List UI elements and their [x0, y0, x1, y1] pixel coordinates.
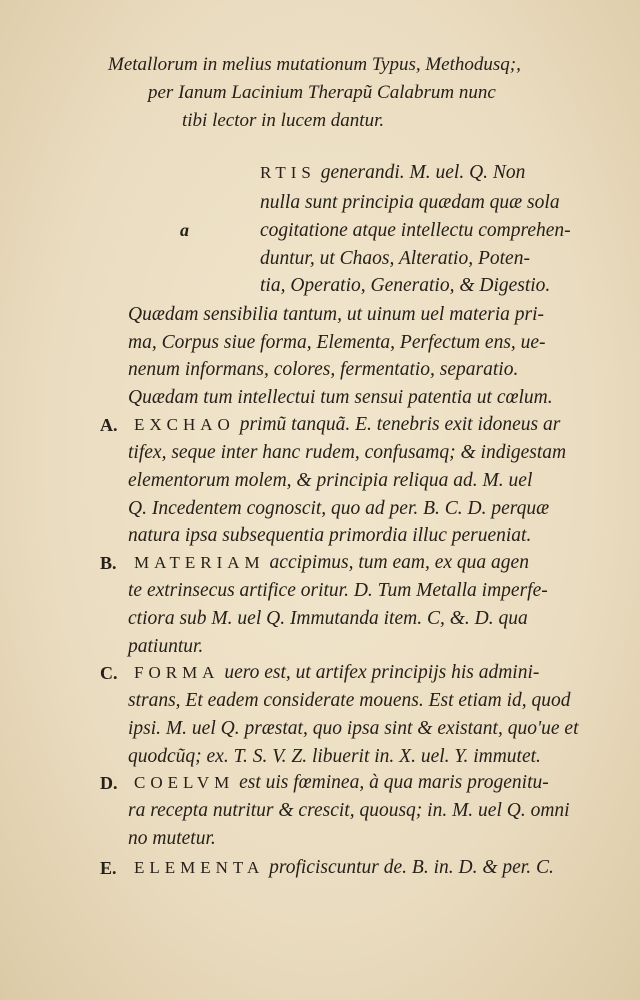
entry-a-line-1	[134, 412, 560, 438]
entry-e-caps: ELEMENTA	[134, 858, 265, 877]
entry-a-line-2: tifex, seque inter hanc rudem, confusamq; & indigestam	[128, 442, 567, 463]
title-line-1: Metallorum in melius mutationum Typus, Methodusq;,	[108, 54, 521, 75]
entry-d-line-3: no mutetur.	[128, 828, 216, 849]
intro-line-6: Quædam sensibilia tantum, ut uinum uel materia pri-	[128, 304, 544, 325]
intro-line-8: nenum informans, colores, fermentatio, separatio.	[128, 359, 519, 380]
entry-d-marker: D.	[100, 773, 118, 793]
entry-a-line-5: natura ipsa subsequentia primordia illuc perueniat.	[128, 525, 532, 546]
entry-a-line-3: elementorum molem, & principia reliqua ad. M. uel	[128, 470, 533, 491]
title-line-3: tibi lector in lucem dantur.	[182, 110, 385, 131]
entry-a-caps: EXCHAO	[134, 415, 235, 434]
intro-line-9: Quædam tum intellectui tum sensui patentia ut cœlum.	[128, 387, 553, 408]
entry-b-line-3: ctiora sub M. uel Q. Immutanda item. C, &. D. qua	[128, 608, 528, 629]
entry-d-line-1	[134, 770, 549, 796]
entry-b-caps: MATERIAM	[134, 553, 265, 572]
intro-caps: RTIS	[260, 163, 316, 182]
entry-d-caps: COELVM	[134, 773, 235, 792]
intro-line-5: tia, Operatio, Generatio, & Digestio.	[260, 275, 551, 296]
entry-b-line-4: patiuntur.	[128, 636, 204, 657]
intro-line-1	[260, 160, 525, 186]
title-line-2: per Ianum Lacinium Therapũ Calabrum nunc	[148, 82, 496, 103]
entry-e-marker: E.	[100, 858, 117, 878]
entry-a-text: primũ tanquã. E. tenebris exit idoneus ar	[234, 414, 561, 435]
entry-b-line-2: te extrinsecus artifice oritur. D. Tum Metalla imperfe-	[128, 580, 548, 601]
entry-b-line-1	[134, 550, 529, 576]
intro-line-4: duntur, ut Chaos, Alteratio, Poten-	[260, 248, 530, 269]
intro-text: generandi. M. uel. Q. Non	[315, 162, 526, 183]
intro-line-3: cogitatione atque intellectu comprehen-	[260, 220, 571, 241]
entry-c-line-3: ipsi. M. uel Q. præstat, quo ipsa sint & existant, quo'ue et	[128, 718, 579, 739]
intro-line-7: ma, Corpus siue forma, Elementa, Perfectum ens, ue-	[128, 332, 546, 353]
entry-a-line-4: Q. Incedentem cognoscit, quo ad per. B. C. D. perquæ	[128, 498, 550, 519]
entry-e-line-1	[134, 855, 554, 881]
entry-c-caps: FORMA	[134, 663, 220, 682]
entry-c-text: uero est, ut artifex principijs his admini-	[219, 662, 540, 683]
entry-b-marker: B.	[100, 553, 117, 573]
entry-d-text: est uis fœminea, à qua maris progenitu-	[234, 772, 549, 793]
entry-c-line-4: quodcũq; ex. T. S. V. Z. libuerit in. X. uel. Y. immutet.	[128, 746, 541, 767]
entry-c-marker: C.	[100, 663, 118, 683]
entry-c-line-2: strans, Et eadem considerate mouens. Est etiam id, quod	[128, 690, 571, 711]
margin-letter: a	[180, 220, 189, 240]
entry-a-marker: A.	[100, 415, 118, 435]
entry-c-line-1	[134, 660, 539, 686]
entry-d-line-2: ra recepta nutritur & crescit, quousq; in. M. uel Q. omni	[128, 800, 570, 821]
intro-line-2: nulla sunt principia quædam quæ sola	[260, 192, 560, 213]
entry-e-text: proficiscuntur de. B. in. D. & per. C.	[264, 857, 554, 878]
entry-b-text: accipimus, tum eam, ex qua agen	[264, 552, 529, 573]
